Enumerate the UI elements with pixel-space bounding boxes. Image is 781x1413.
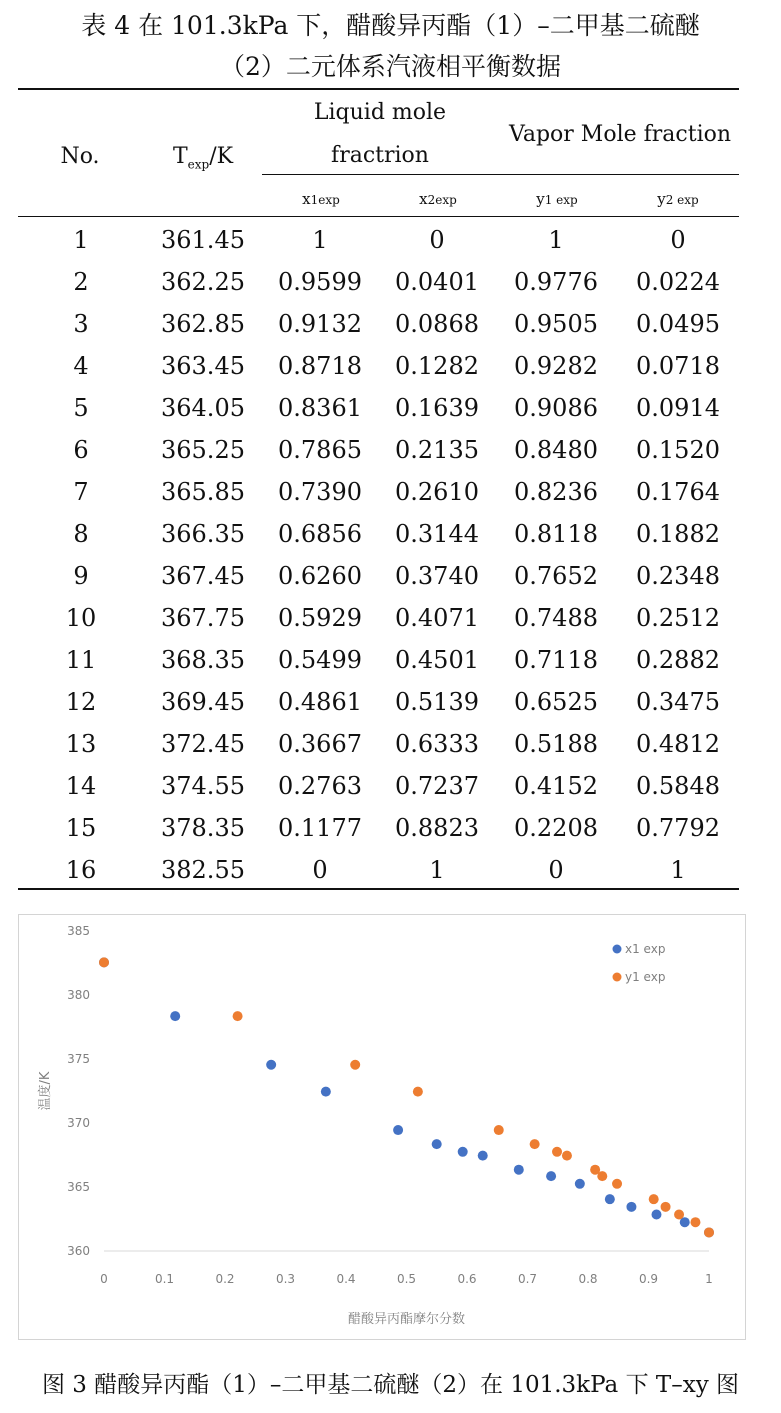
table-cell-temperature: 369.45 bbox=[161, 688, 245, 716]
col-header-temperature-sub: exp bbox=[187, 157, 210, 172]
table-cell-no: 11 bbox=[65, 646, 97, 674]
table-cell-no: 10 bbox=[65, 604, 97, 632]
table-cell-y1: 0.2208 bbox=[514, 814, 598, 842]
table-cell-y1: 0.9282 bbox=[514, 352, 598, 380]
table-cell-x1: 0.8361 bbox=[278, 394, 362, 422]
table-cell-x1: 0.2763 bbox=[278, 772, 362, 800]
data-point bbox=[552, 1147, 562, 1157]
table-cell-x2: 0.6333 bbox=[395, 730, 479, 758]
subheader-y1-sub: 1 exp bbox=[544, 193, 578, 207]
x-tick-label: 0.1 bbox=[154, 1272, 175, 1286]
table-cell-x2: 0.0401 bbox=[395, 268, 479, 296]
table-cell-x2: 0.5139 bbox=[395, 688, 479, 716]
data-point bbox=[530, 1139, 540, 1149]
table-cell-temperature: 365.25 bbox=[161, 436, 245, 464]
data-point bbox=[514, 1165, 524, 1175]
table-cell-no: 1 bbox=[73, 226, 89, 254]
table-cell-no: 4 bbox=[73, 352, 89, 380]
table-cell-x1: 0.9599 bbox=[278, 268, 362, 296]
table-cell-x2: 0.1282 bbox=[395, 352, 479, 380]
table-top-rule bbox=[18, 88, 739, 90]
table-cell-x1: 0.5929 bbox=[278, 604, 362, 632]
subheader-y2-var: y bbox=[657, 190, 666, 208]
table-cell-no: 12 bbox=[65, 688, 97, 716]
table-cell-y1: 0.6525 bbox=[514, 688, 598, 716]
table-cell-x1: 0.6260 bbox=[278, 562, 362, 590]
subheader-x1-var: x bbox=[302, 190, 311, 208]
table-cell-no: 2 bbox=[73, 268, 89, 296]
table-cell-y2: 0.7792 bbox=[636, 814, 720, 842]
table-cell-y2: 0.1882 bbox=[636, 520, 720, 548]
subheader-x2-sub: 2exp bbox=[427, 193, 457, 207]
col-header-temperature bbox=[148, 144, 258, 171]
col-group-liquid-line1: Liquid mole bbox=[313, 100, 447, 125]
subheader-x2 bbox=[383, 190, 493, 208]
table-cell-no: 7 bbox=[73, 478, 89, 506]
data-point bbox=[612, 1179, 622, 1189]
data-point bbox=[575, 1179, 585, 1189]
col-group-liquid-line2: fractrion bbox=[331, 143, 429, 168]
series-x1-exp bbox=[99, 957, 714, 1237]
y-tick-label: 375 bbox=[67, 1052, 90, 1066]
table-cell-no: 13 bbox=[65, 730, 97, 758]
data-point bbox=[674, 1210, 684, 1220]
table-cell-no: 8 bbox=[73, 520, 89, 548]
subheader-y1 bbox=[502, 190, 612, 208]
subheader-y2 bbox=[623, 190, 733, 208]
table-group-rule bbox=[262, 174, 739, 175]
subheader-y1-var: y bbox=[536, 190, 545, 208]
data-point bbox=[649, 1194, 659, 1204]
table-cell-no: 14 bbox=[65, 772, 97, 800]
table-cell-temperature: 382.55 bbox=[161, 856, 245, 884]
table-cell-x2: 0.4501 bbox=[395, 646, 479, 674]
table-cell-y1: 0.8236 bbox=[514, 478, 598, 506]
table-cell-y2: 0.0718 bbox=[636, 352, 720, 380]
x-tick-label: 0.5 bbox=[396, 1272, 417, 1286]
table-cell-y1: 0.7488 bbox=[514, 604, 598, 632]
y-axis-label: 温度/K bbox=[38, 1071, 53, 1111]
data-point bbox=[170, 1011, 180, 1021]
table-cell-y2: 1 bbox=[670, 856, 686, 884]
table-cell-y1: 0.9505 bbox=[514, 310, 598, 338]
table-cell-y1: 0.9776 bbox=[514, 268, 598, 296]
data-point bbox=[590, 1165, 600, 1175]
table-cell-temperature: 362.25 bbox=[161, 268, 245, 296]
data-point bbox=[704, 1227, 714, 1237]
series-y1-exp bbox=[99, 957, 714, 1237]
x-tick-label: 1 bbox=[705, 1272, 713, 1286]
table-cell-x1: 0.8718 bbox=[278, 352, 362, 380]
subheader-x2-var: x bbox=[419, 190, 428, 208]
x-tick-label: 0.9 bbox=[638, 1272, 659, 1286]
legend-marker bbox=[613, 973, 622, 982]
data-point bbox=[562, 1151, 572, 1161]
table-cell-y2: 0.1764 bbox=[636, 478, 720, 506]
col-header-temperature-unit: /K bbox=[209, 144, 234, 169]
chart-frame bbox=[18, 914, 746, 1340]
x-axis-label: 醋酸异丙酯摩尔分数 bbox=[347, 1312, 466, 1327]
table-cell-y2: 0.2882 bbox=[636, 646, 720, 674]
table-cell-x1: 0.1177 bbox=[278, 814, 362, 842]
table-cell-x1: 0.4861 bbox=[278, 688, 362, 716]
data-point bbox=[321, 1087, 331, 1097]
table-cell-no: 16 bbox=[65, 856, 97, 884]
data-point bbox=[478, 1151, 488, 1161]
table-cell-x2: 0.2610 bbox=[395, 478, 479, 506]
table-cell-y1: 0 bbox=[548, 856, 564, 884]
table-cell-x2: 0.4071 bbox=[395, 604, 479, 632]
col-group-vapor: Vapor Mole fraction bbox=[508, 122, 732, 147]
data-point bbox=[690, 1217, 700, 1227]
table-cell-temperature: 378.35 bbox=[161, 814, 245, 842]
table-cell-y2: 0.2348 bbox=[636, 562, 720, 590]
table-cell-x2: 0.7237 bbox=[395, 772, 479, 800]
table-cell-x2: 0.0868 bbox=[395, 310, 479, 338]
data-point bbox=[651, 1210, 661, 1220]
table-cell-y2: 0.1520 bbox=[636, 436, 720, 464]
col-header-no: No. bbox=[60, 144, 100, 169]
subheader-x1 bbox=[266, 190, 376, 208]
data-point bbox=[99, 957, 109, 967]
table-cell-no: 6 bbox=[73, 436, 89, 464]
table-cell-no: 9 bbox=[73, 562, 89, 590]
table-cell-y1: 1 bbox=[548, 226, 564, 254]
y-tick-label: 365 bbox=[67, 1180, 90, 1194]
x-tick-label: 0.6 bbox=[457, 1272, 477, 1286]
table-cell-no: 15 bbox=[65, 814, 97, 842]
table-cell-temperature: 364.05 bbox=[161, 394, 245, 422]
y-tick-label: 385 bbox=[67, 924, 90, 938]
data-point bbox=[626, 1202, 636, 1212]
legend-label: x1 exp bbox=[625, 942, 666, 956]
table-cell-temperature: 372.45 bbox=[161, 730, 245, 758]
table-cell-y2: 0.5848 bbox=[636, 772, 720, 800]
data-point bbox=[458, 1147, 468, 1157]
table-cell-y2: 0.4812 bbox=[636, 730, 720, 758]
table-cell-x2: 0 bbox=[429, 226, 445, 254]
x-tick-label: 0 bbox=[100, 1272, 108, 1286]
y-tick-label: 360 bbox=[67, 1244, 90, 1258]
table-cell-temperature: 362.85 bbox=[161, 310, 245, 338]
table-cell-x1: 1 bbox=[312, 226, 328, 254]
table-title-line1: 表 4 在 101.3kPa 下，醋酸异丙酯（1）–二甲基二硫醚 bbox=[81, 11, 700, 40]
data-point bbox=[266, 1060, 276, 1070]
table-cell-x2: 0.3144 bbox=[395, 520, 479, 548]
table-cell-x1: 0.5499 bbox=[278, 646, 362, 674]
data-point bbox=[413, 1087, 423, 1097]
col-header-temperature-main: T bbox=[172, 144, 188, 169]
table-cell-x2: 0.3740 bbox=[395, 562, 479, 590]
table-cell-temperature: 374.55 bbox=[161, 772, 245, 800]
data-point bbox=[432, 1139, 442, 1149]
table-cell-y2: 0.0495 bbox=[636, 310, 720, 338]
data-point bbox=[661, 1202, 671, 1212]
data-point bbox=[233, 1011, 243, 1021]
table-cell-y1: 0.7118 bbox=[514, 646, 598, 674]
table-cell-y1: 0.8480 bbox=[514, 436, 598, 464]
table-cell-x1: 0.7390 bbox=[278, 478, 362, 506]
x-tick-label: 0.7 bbox=[517, 1272, 538, 1286]
scatter-chart bbox=[19, 915, 745, 1339]
table-cell-no: 5 bbox=[73, 394, 89, 422]
table-cell-temperature: 363.45 bbox=[161, 352, 245, 380]
legend-label: y1 exp bbox=[625, 970, 666, 984]
table-cell-x2: 0.8823 bbox=[395, 814, 479, 842]
x-tick-label: 0.3 bbox=[275, 1272, 296, 1286]
table-cell-x1: 0.7865 bbox=[278, 436, 362, 464]
table-cell-x1: 0 bbox=[312, 856, 328, 884]
table-cell-y1: 0.4152 bbox=[514, 772, 598, 800]
table-header-rule bbox=[18, 216, 739, 217]
x-tick-label: 0.8 bbox=[578, 1272, 598, 1286]
table-cell-x1: 0.9132 bbox=[278, 310, 362, 338]
data-point bbox=[546, 1171, 556, 1181]
table-cell-x1: 0.6856 bbox=[278, 520, 362, 548]
x-tick-label: 0.4 bbox=[336, 1272, 356, 1286]
table-cell-y2: 0.3475 bbox=[636, 688, 720, 716]
table-cell-y2: 0.0914 bbox=[636, 394, 720, 422]
data-point bbox=[605, 1194, 615, 1204]
table-cell-y2: 0.0224 bbox=[636, 268, 720, 296]
figure-caption: 图 3 醋酸异丙酯（1）–二甲基二硫醚（2）在 101.3kPa 下 T–xy 图 bbox=[41, 1372, 739, 1398]
table-cell-no: 3 bbox=[73, 310, 89, 338]
data-point bbox=[393, 1125, 403, 1135]
table-cell-y2: 0 bbox=[670, 226, 686, 254]
table-bottom-rule bbox=[18, 888, 739, 890]
table-cell-temperature: 366.35 bbox=[161, 520, 245, 548]
table-title-line2: （2）二元体系汽液相平衡数据 bbox=[220, 52, 561, 81]
table-cell-y2: 0.2512 bbox=[636, 604, 720, 632]
table-cell-temperature: 367.75 bbox=[161, 604, 245, 632]
table-cell-y1: 0.9086 bbox=[514, 394, 598, 422]
data-point bbox=[494, 1125, 504, 1135]
y-tick-label: 370 bbox=[67, 1116, 90, 1130]
table-cell-temperature: 368.35 bbox=[161, 646, 245, 674]
table-cell-temperature: 365.85 bbox=[161, 478, 245, 506]
table-cell-temperature: 361.45 bbox=[161, 226, 245, 254]
x-tick-label: 0.2 bbox=[215, 1272, 235, 1286]
subheader-y2-sub: 2 exp bbox=[665, 193, 699, 207]
table-cell-x2: 0.1639 bbox=[395, 394, 479, 422]
table-cell-y1: 0.8118 bbox=[514, 520, 598, 548]
table-cell-x1: 0.3667 bbox=[278, 730, 362, 758]
data-point bbox=[350, 1060, 360, 1070]
y-tick-label: 380 bbox=[67, 988, 90, 1002]
legend-marker bbox=[613, 945, 622, 954]
table-cell-x2: 1 bbox=[429, 856, 445, 884]
table-cell-y1: 0.5188 bbox=[514, 730, 598, 758]
table-cell-y1: 0.7652 bbox=[514, 562, 598, 590]
table-cell-temperature: 367.45 bbox=[161, 562, 245, 590]
subheader-x1-sub: 1exp bbox=[310, 193, 340, 207]
table-cell-x2: 0.2135 bbox=[395, 436, 479, 464]
